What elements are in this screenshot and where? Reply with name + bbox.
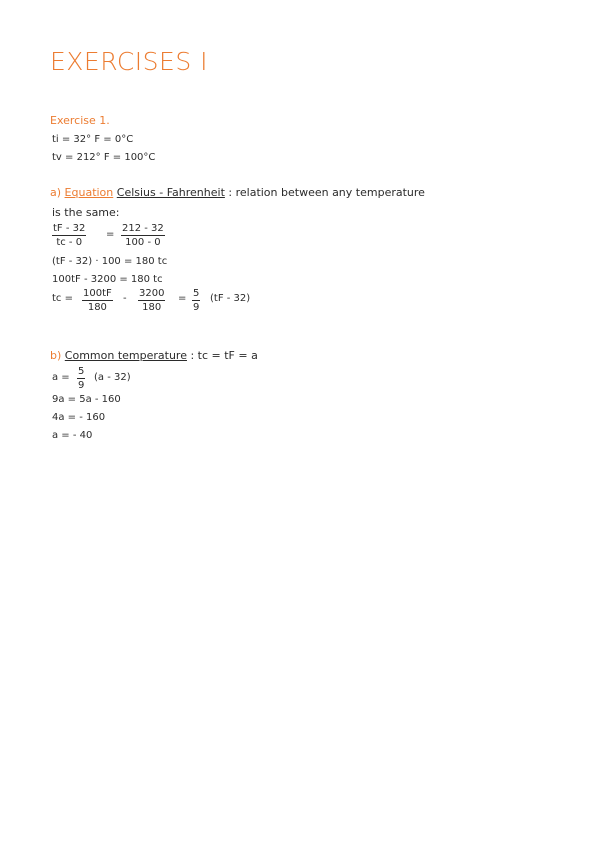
part-a-step1: (tF - 32) · 100 = 180 tc (52, 256, 168, 267)
part-b-step2: 4a = - 160 (52, 412, 106, 423)
page-title: EXERCISES I (50, 47, 209, 76)
a-rhs: (a - 32) (94, 372, 131, 383)
part-a-line2: is the same: (52, 206, 120, 219)
part-a-label: a) (50, 186, 62, 199)
part-a-heading (50, 186, 425, 199)
tc-rhs: (tF - 32) (210, 293, 251, 304)
part-b-step3: a = - 40 (52, 430, 93, 441)
exercise-heading: Exercise 1. (50, 114, 110, 127)
fraction-5-over-9 (77, 366, 85, 391)
fraction-numerator: 5 (193, 288, 200, 299)
part-a-word-celsius-fahrenheit: Celsius - Fahrenheit (116, 186, 225, 199)
given-ice-point: ti = 32° F = 0°C (52, 134, 134, 145)
given-vapor-point: tv = 212° F = 100°C (52, 152, 156, 163)
fraction-denominator: 100 - 0 (125, 237, 161, 248)
fraction-212-32-over-100 (121, 223, 165, 248)
fraction-denominator: 9 (193, 302, 200, 313)
minus-sign: - (123, 293, 127, 304)
part-a-word-equation: Equation (64, 186, 114, 199)
part-b-heading-rest: : tc = tF = a (190, 349, 258, 362)
part-b-label: b) (50, 349, 62, 362)
fraction-denominator: 180 (87, 302, 107, 313)
equals-sign: = (106, 229, 115, 240)
fraction-numerator: 3200 (139, 288, 165, 299)
fraction-numerator: 5 (78, 366, 85, 377)
fraction-tf-over-tc (52, 223, 86, 248)
fraction-denominator: 180 (142, 302, 162, 313)
part-b-heading-text: Common temperature (64, 349, 187, 362)
fraction-numerator: tF - 32 (53, 223, 86, 234)
fraction-numerator: 212 - 32 (122, 223, 164, 234)
fraction-denominator: tc - 0 (56, 237, 83, 248)
part-a-step2: 100tF - 3200 = 180 tc (52, 274, 163, 285)
fraction-3200-over-180 (138, 288, 165, 313)
part-b-step1: 9a = 5a - 160 (52, 394, 121, 405)
part-b-heading (50, 349, 258, 362)
equals-sign: = (178, 293, 187, 304)
fraction-100tf-over-180 (82, 288, 113, 313)
fraction-5-over-9 (192, 288, 200, 313)
part-a-heading-rest: : relation between any temperature (228, 186, 425, 199)
fraction-denominator: 9 (78, 380, 85, 391)
fraction-numerator: 100tF (83, 288, 112, 299)
tc-lhs: tc = (52, 293, 73, 304)
a-lhs: a = (52, 372, 70, 383)
